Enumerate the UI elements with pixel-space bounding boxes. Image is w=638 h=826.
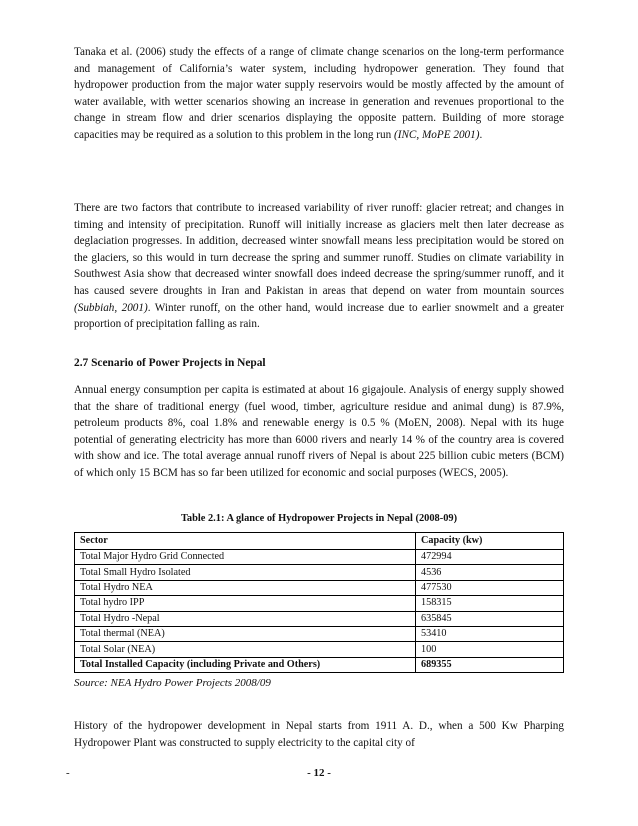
table-row [75, 611, 564, 626]
paragraph-tanaka [74, 44, 564, 144]
capacity-cell: 53410 [416, 626, 564, 641]
capacity-cell: 100 [416, 642, 564, 657]
sector-cell: Total Major Hydro Grid Connected [75, 550, 416, 565]
capacity-cell: 477530 [416, 580, 564, 595]
total-capacity-cell: 689355 [416, 657, 564, 672]
header-sector: Sector [75, 533, 416, 550]
sector-cell: Total Hydro -Nepal [75, 611, 416, 626]
capacity-cell: 158315 [416, 596, 564, 611]
page-number-text: - 12 - [307, 767, 331, 779]
table-row [75, 642, 564, 657]
sector-cell: Total Hydro NEA [75, 580, 416, 595]
citation: (INC, MoPE 2001) [394, 128, 480, 141]
sector-cell: Total thermal (NEA) [75, 626, 416, 641]
table-row [75, 626, 564, 641]
paragraph-history: History of the hydropower development in Nepal starts from 1911 A. D., when a 500 Kw Pharping Hydropower Plant was constructed to supply electricity to the capital city of [74, 720, 564, 749]
hydropower-table [74, 532, 564, 673]
sector-cell: Total Small Hydro Isolated [75, 565, 416, 580]
capacity-cell: 472994 [416, 550, 564, 565]
table-row [75, 565, 564, 580]
table-total-row [75, 657, 564, 672]
total-label-cell: Total Installed Capacity (including Private and Others) [75, 657, 416, 672]
paragraph-energy: Annual energy consumption per capita is estimated at about 16 gigajoule. Analysis of energy supply showed that the share of traditional energy (fuel wood, timber, agriculture residue and animal dung) is 87.9%, petroleum products 8%, coal 1.8% and renewable energy is 0.5 % (MoEN, 2008). Nepal with its huge potential of generating electricity has more than 6000 rivers and nearly 14 % of the country area is covered with show and ice. The total average annual runoff rivers of Nepal is about 225 billion cubic meters (BCM) of which only 15 BCM has so far been utilized for economic and social purposes (WECS, 2005). [74, 384, 564, 479]
page-number [0, 767, 638, 779]
table-source: Source: NEA Hydro Power Projects 2008/09 [74, 677, 271, 689]
paragraph-end: . Winter runoff, on the other hand, would increase due to earlier snowmelt and a greater proportion of precipitation falling as rain. [74, 301, 564, 331]
table-row [75, 596, 564, 611]
table-header-row [75, 533, 564, 550]
section-heading: 2.7 Scenario of Power Projects in Nepal [74, 357, 266, 369]
paragraph-text: There are two factors that contribute to increased variability of river runoff: glacier retreat; and changes in timing and intensity of precipitation. Runoff will initially increase as glaciers melt then later decrease as deglaciation progresses. In addition, decreased winter snowfall means less precipitation would be stored on the glaciers, so this would in turn decrease the spring and summer runoff. Studies on climate variability in Southwest Asia show that decreased winter snowfall does indeed decrease the spring/summer runoff, and it has caused severe droughts in Iran and Pakistan in areas that depend on water from mountain sources [74, 202, 564, 297]
paragraph-runoff [74, 200, 564, 333]
footer-dash: - [66, 767, 70, 779]
capacity-cell: 4536 [416, 565, 564, 580]
table-row [75, 580, 564, 595]
header-capacity: Capacity (kw) [416, 533, 564, 550]
paragraph-text: Tanaka et al. (2006) study the effects of a range of climate change scenarios on the long-term performance and management of California’s water system, including hydropower generation. They found that hydropower production from the major water supply reservoirs would be mostly affected by the amount of water available, with wetter scenarios showing an increase in generation and revenues proportional to the change in stream flow and drier scenarios displaying the opposite pattern. Building of more storage capacities may be required as a solution to this problem in the long run [74, 46, 564, 141]
capacity-cell: 635845 [416, 611, 564, 626]
table-caption: Table 2.1: A glance of Hydropower Projects in Nepal (2008-09) [180, 513, 458, 524]
table-row [75, 550, 564, 565]
paragraph-end: . [479, 128, 483, 141]
sector-cell: Total Solar (NEA) [75, 642, 416, 657]
sector-cell: Total hydro IPP [75, 596, 416, 611]
citation: (Subbiah, 2001) [74, 301, 148, 314]
